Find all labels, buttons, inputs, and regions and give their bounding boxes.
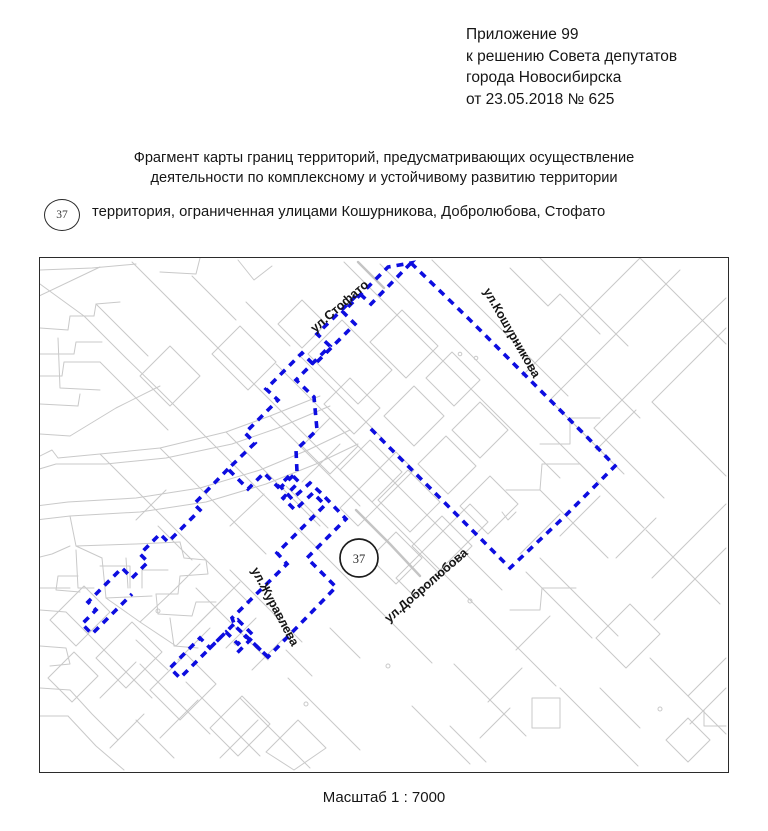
- street-label-dobrolyubova: ул.Добролюбова: [381, 545, 471, 626]
- street-labels: [248, 277, 543, 649]
- legend-zone-badge: [44, 199, 80, 231]
- map-zone-badge: [340, 539, 378, 577]
- map-frame[interactable]: [39, 257, 729, 773]
- street-label-koshurnikova: ул.Кошурникова: [480, 285, 544, 381]
- legend-description: территория, ограниченная улицами Кошурникова, Добролюбова, Стофато: [92, 204, 606, 220]
- map-canvas[interactable]: [40, 258, 727, 771]
- map-badge-number: 37: [352, 552, 366, 566]
- street-label-zhuravleva: ул.Журавлева: [248, 564, 302, 649]
- street-network: [40, 258, 726, 770]
- page-title: [0, 148, 768, 188]
- appendix-line-2: к решению Совета депутатов: [466, 47, 678, 65]
- page-title-line-2: деятельности по комплексному и устойчивому развитию территории: [150, 170, 618, 186]
- appendix-line-3: города Новосибирска: [466, 69, 622, 86]
- appendix-line-1: Приложение 99: [466, 26, 579, 43]
- scale-caption: Масштаб 1 : 7000: [322, 789, 446, 806]
- page-title-line-1: Фрагмент карты границ территорий, предусматривающих осуществление: [133, 150, 635, 166]
- appendix-line-4: от 23.05.2018 № 625: [466, 90, 615, 108]
- legend: [40, 198, 740, 236]
- appendix-header: [466, 24, 756, 110]
- street-label-stofato: ул.Стофато: [307, 277, 372, 336]
- legend-badge-number: 37: [56, 209, 68, 221]
